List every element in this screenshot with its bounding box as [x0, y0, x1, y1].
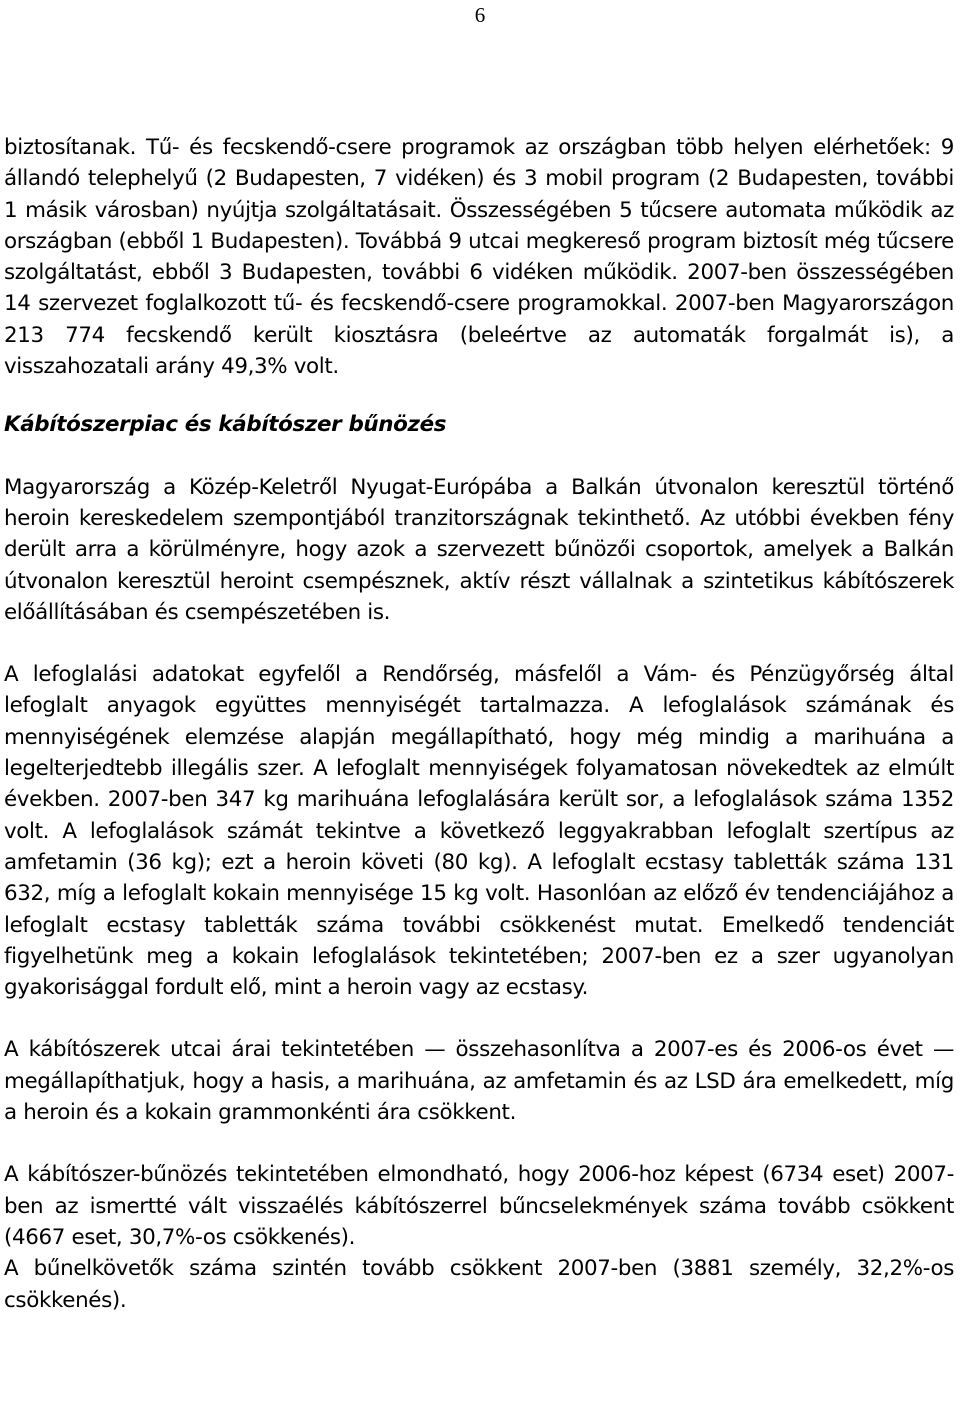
paragraph-transit-country: Magyarország a Közép-Keletről Nyugat-Európába a Balkán útvonalon keresztül történő heroin kereskedelem szempontjából tranzitországnak tekinthető. Az utóbbi években fény derült arra a körülményre, hogy azok a szervezett bűnözői csoportok, amelyek a Balkán útvonalon keresztül heroint csempésznek, aktív részt vállalnak a szintetikus kábítószerek előállításában és csempészetében is. — [4, 474, 954, 625]
paragraph-drug-crime: A kábítószer-bűnözés tekintetében elmondható, hogy 2006-hoz képest (6734 eset) 2007-ben az ismertté vált visszaélés kábítószerrel bűncselekmények száma tovább csökkent (4667 eset, 30,7%-os csökkenés). — [4, 1162, 954, 1250]
paragraph-offenders: A bűnelkövetők száma szintén tovább csökkent 2007-ben (3881 személy, 32,2%-os csökkenés). — [4, 1256, 954, 1313]
document-body — [4, 132, 954, 1316]
paragraph-seizure-data: A lefoglalási adatokat egyfelől a Rendőrség, másfelől a Vám- és Pénzügyőrség által lefoglalt anyagok együttes mennyiségét tartalmazza. A lefoglalások számának és mennyiségének elemzése alapján megállapítható, hogy még mindig a marihuána a legelterjedtebb illegális szer. A lefoglalt mennyiségek folyamatosan növekedtek az elmúlt években. 2007-ben 347 kg marihuána lefoglalására került sor, a lefoglalások száma 1352 volt. A lefoglalások számát tekintve a következő leggyakrabban lefoglalt szertípus az amfetamin (36 kg); ezt a heroin követi (80 kg). A lefoglalt ecstasy tabletták száma 131 632, míg a lefoglalt kokain mennyisége 15 kg volt. Hasonlóan az előző év tendenciájához a lefoglalt ecstasy tabletták száma további csökkenést mutat. Emelkedő tendenciát figyelhetünk meg a kokain lefoglalások tekintetében; 2007-ben ez a szer ugyanolyan gyakorisággal fordult elő, mint a heroin vagy az ecstasy. — [4, 662, 954, 1001]
paragraph-street-prices: A kábítószerek utcai árai tekintetében — összehasonlítva a 2007-es és 2006-os évet — megállapíthatjuk, hogy a hasis, a marihuána, az amfetamin és az LSD ára emelkedett, míg a heroin és a kokain grammonkénti ára csökkent. — [4, 1037, 954, 1126]
paragraph-needle-exchange: biztosítanak. Tű- és fecskendő-csere programok az országban több helyen elérhetőek: 9 állandó telephelyű (2 Budapesten, 7 vidéken) és 3 mobil program (2 Budapesten, további 1 másik városban) nyújtja szolgáltatásait. Összességében 5 tűcsere automata működik az országban (ebből 1 Budapesten). Továbbá 9 utcai megkereső program biztosít még tűcsere szolgáltatást, ebből 3 Budapesten, további 6 vidéken működik. 2007-ben összességében 14 szervezet foglalkozott tű- és fecskendő-csere programokkal. 2007-ben Magyarországon 213 774 fecskendő került kiosztásra (beleértve az automaták forgalmát is), a visszahozatali arány 49,3% volt. — [4, 135, 954, 380]
section-heading: Kábítószerpiac és kábítószer bűnözés — [4, 412, 447, 438]
page-number: 6 — [474, 3, 486, 27]
